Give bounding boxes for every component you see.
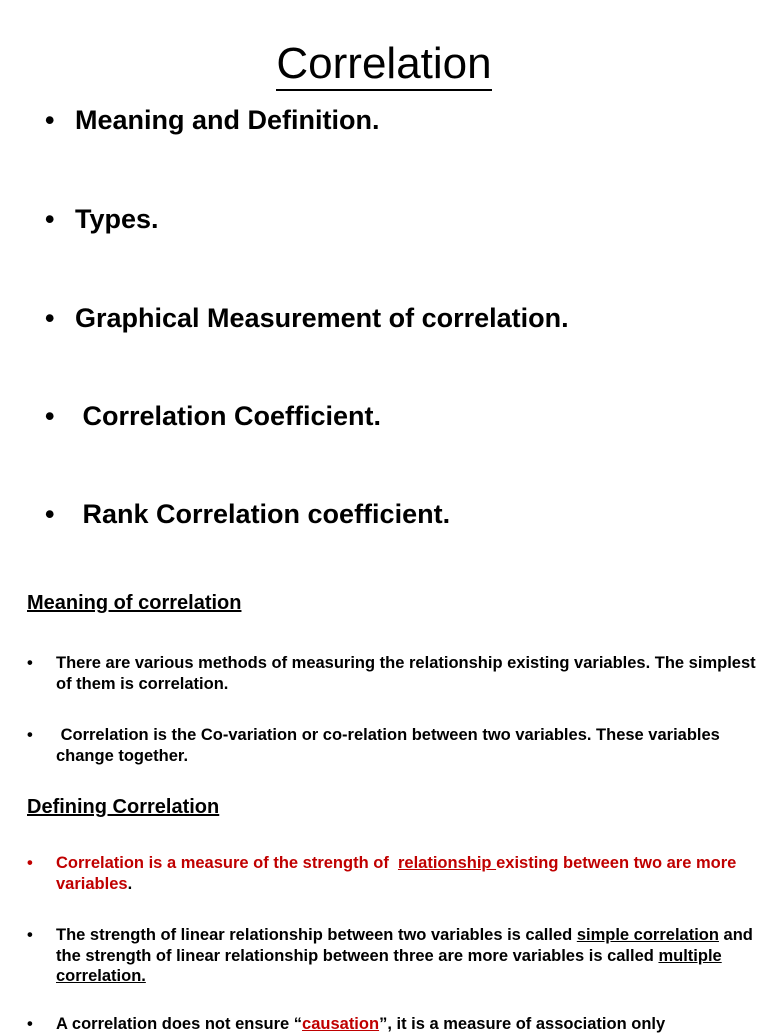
outline-item: • Meaning and Definition. (45, 105, 380, 135)
definition-paragraph-3: • A correlation does not ensure “causation”, it is a measure of association only (27, 1015, 666, 1033)
outline-item: • Correlation Coefficient. (45, 401, 382, 431)
outline-item: • Types. (45, 204, 159, 234)
meaning-paragraph-2: • Correlation is the Co-variation or co-relation between two variables. These variables change together. (27, 726, 725, 765)
outline-item: • Rank Correlation coefficient. (45, 499, 451, 529)
relationship-link: relationship (397, 854, 497, 872)
slide-title: Correlation (0, 38, 768, 90)
section-heading-meaning: Meaning of correlation (27, 592, 242, 614)
section-heading-defining: Defining Correlation (27, 796, 220, 818)
definition-paragraph-1: • Correlation is a measure of the strength of relationship existing between two are more variables. (27, 854, 746, 893)
meaning-paragraph-1: • There are various methods of measuring the relationship existing variables. The simplest of them is correlation. (27, 654, 756, 693)
definition-paragraph-2: • The strength of linear relationship between two variables is called simple correlation and the strength of linear relationship between three are more variables is called multiple correlation. (27, 926, 753, 985)
outline-item: • Graphical Measurement of correlation. (45, 303, 569, 333)
